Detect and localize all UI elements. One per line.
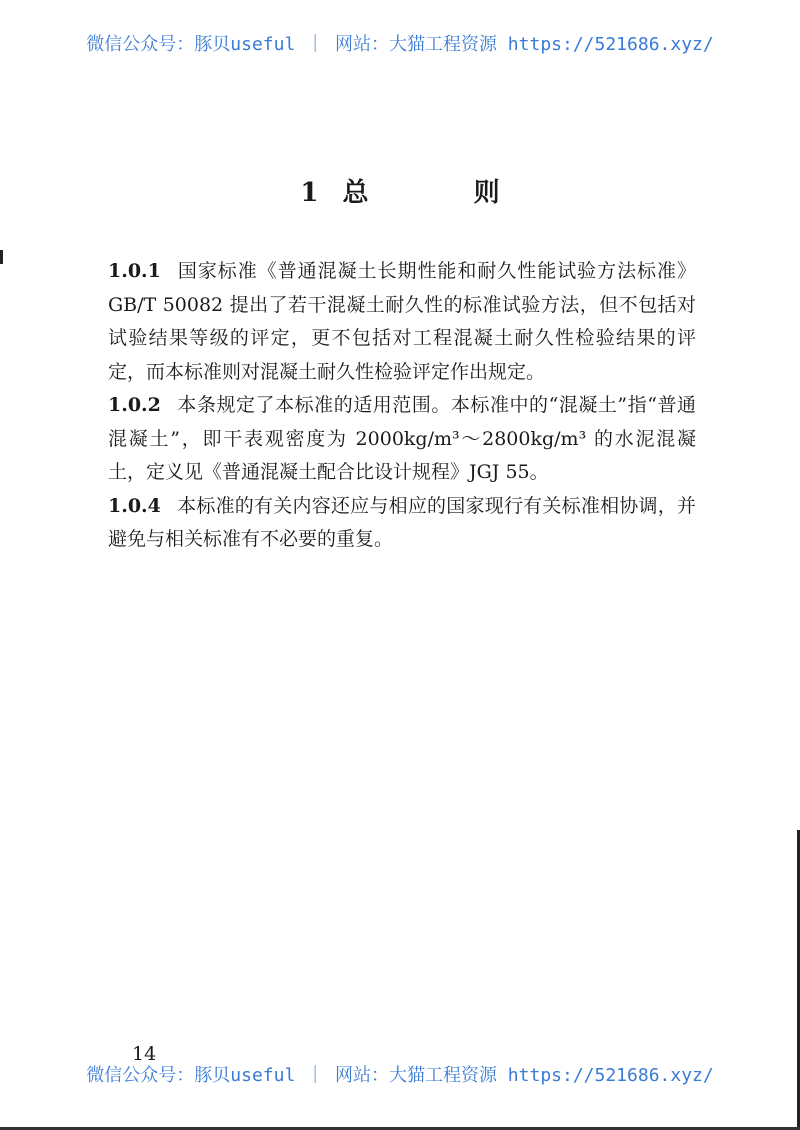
clause-number: 1.0.4 — [108, 494, 161, 517]
watermark-bottom: 微信公众号：豚贝useful ｜ 网站：大猫工程资源 https://521686.xyz/ — [86, 1065, 714, 1086]
clause-number: 1.0.2 — [108, 394, 161, 416]
clause-number: 1.0.1 — [108, 260, 161, 282]
chapter-heading: 总 则 — [342, 178, 548, 208]
clause-1-0-1 — [108, 255, 696, 389]
chapter-number: 1 — [300, 178, 321, 208]
clause-1-0-4 — [108, 490, 696, 557]
chapter-title — [0, 172, 800, 209]
watermark-top: 微信公众号：豚贝useful ｜ 网站：大猫工程资源 https://521686.xyz/ — [86, 34, 714, 55]
clause-text: 本条规定了本标准的适用范围。本标准中的“混凝土”指“普通混凝土”，即干表观密度为 2000kg/m³～2800kg/m³ 的水泥混凝土，定义见《普通混凝土配合比设计规程》JGJ 55。 — [108, 394, 696, 483]
clause-1-0-2 — [108, 389, 696, 490]
scan-edge-mark — [0, 250, 3, 264]
clause-text: 国家标准《普通混凝土长期性能和耐久性能试验方法标准》GB/T 50082 提出了若干混凝土耐久性的标准试验方法，但不包括对试验结果等级的评定，更不包括对工程混凝土耐久性检验结果的评定，而本标准则对混凝土耐久性检验评定作出规定。 — [108, 260, 696, 383]
clause-list — [108, 255, 696, 557]
clause-text: 本标准的有关内容还应与相应的国家现行有关标准相协调，并避免与相关标准有不必要的重复。 — [108, 494, 696, 550]
page-number: 14 — [132, 1043, 157, 1065]
